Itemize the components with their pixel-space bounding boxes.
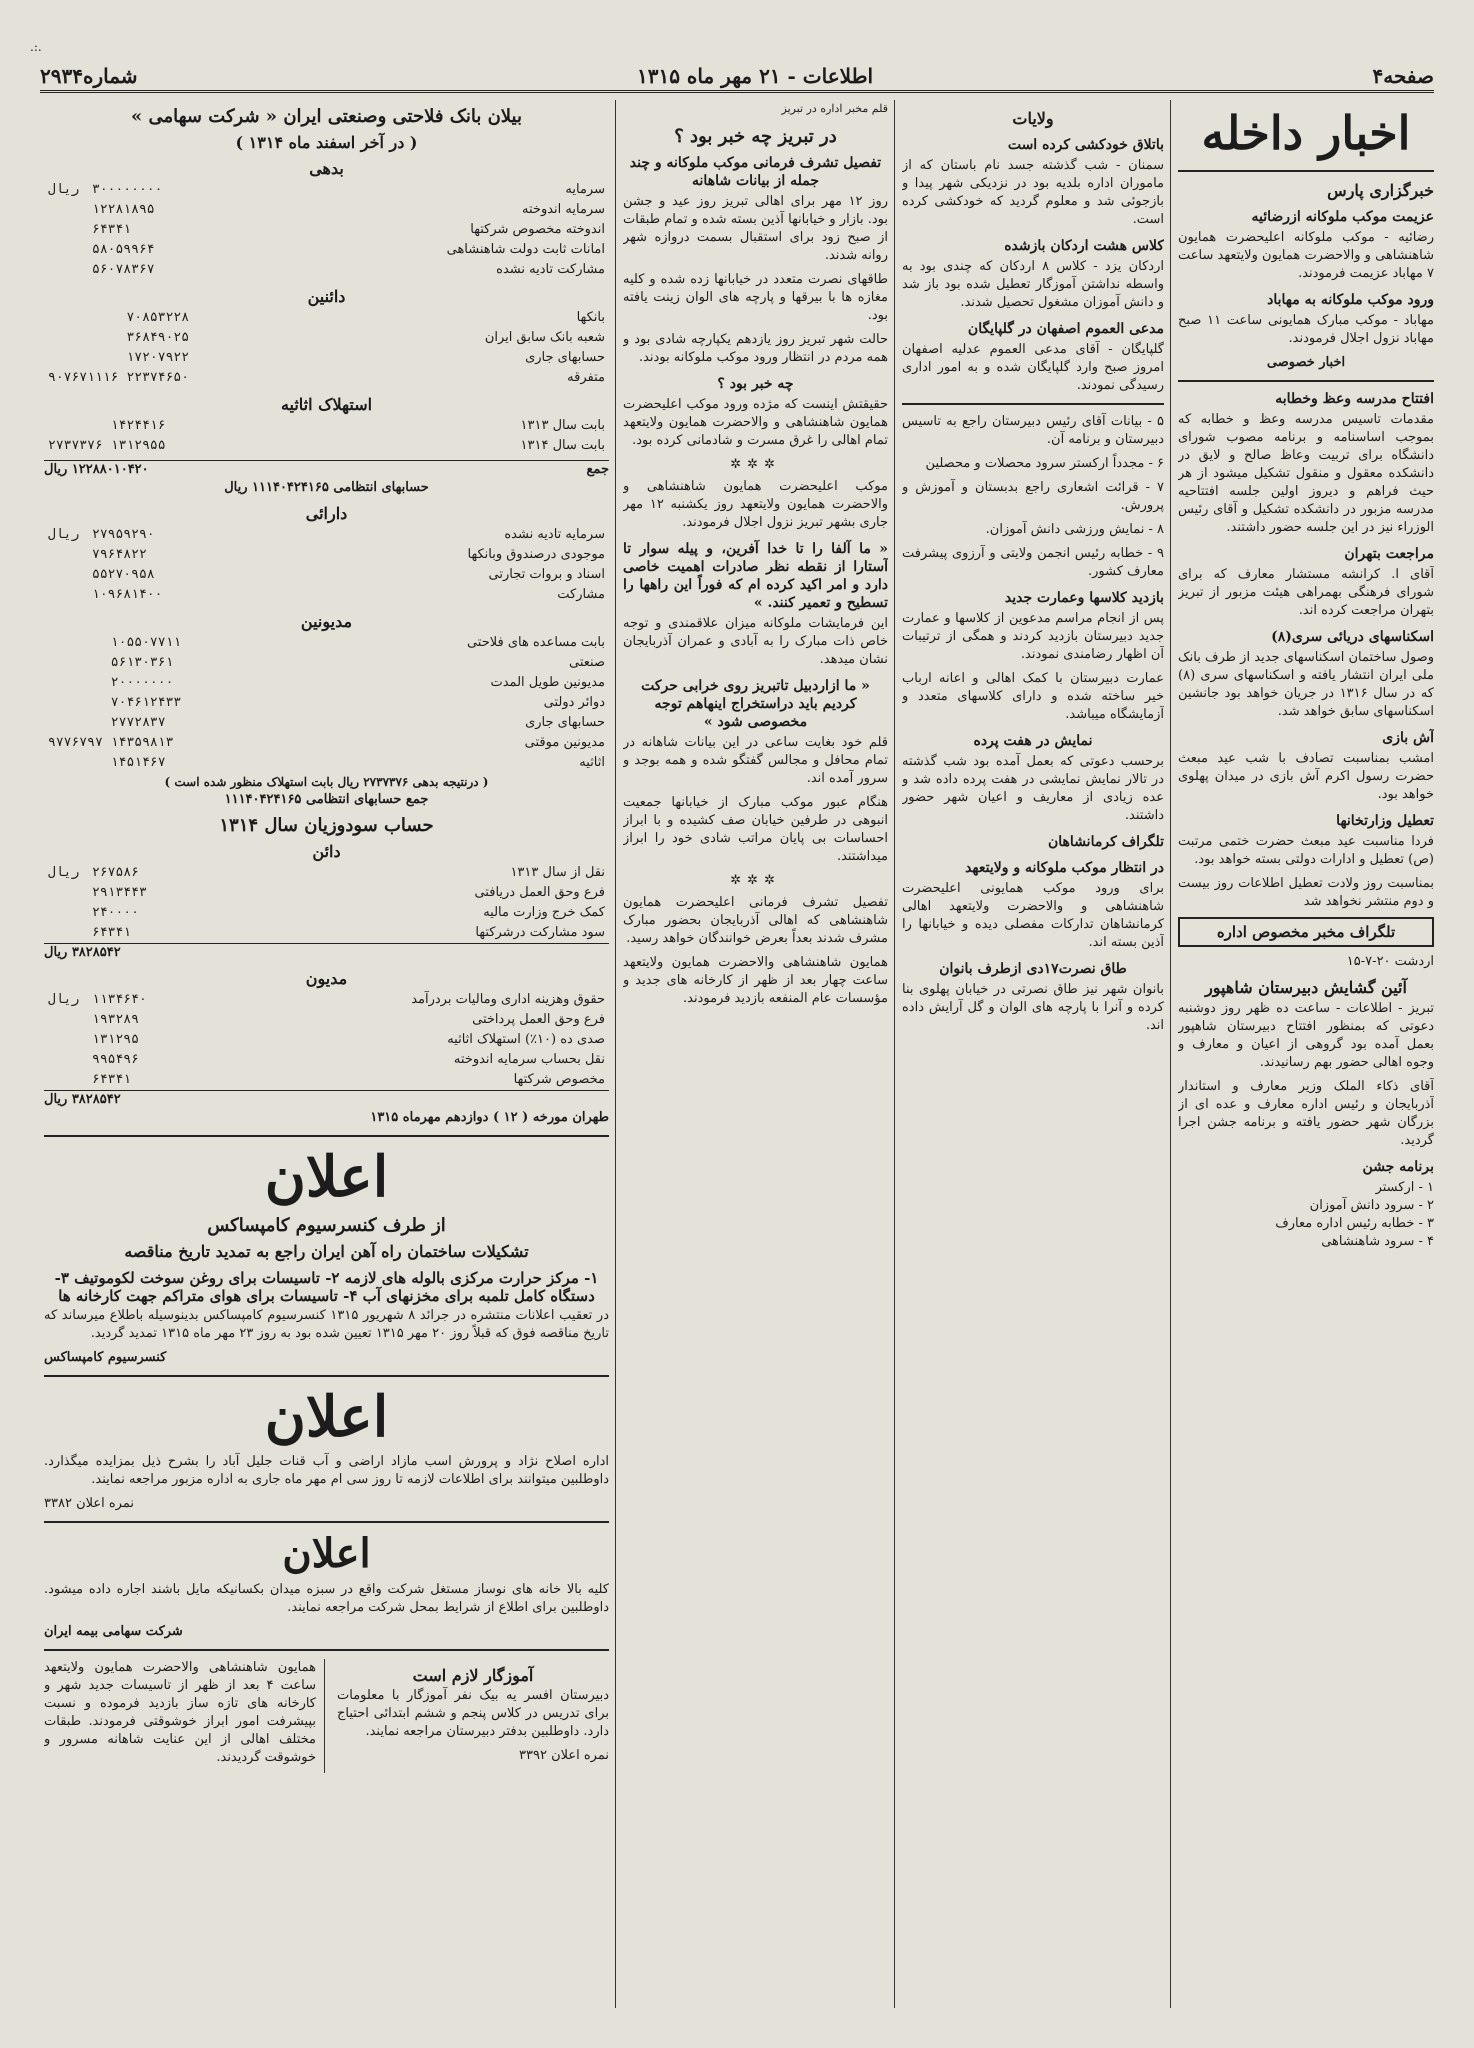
article-text: هنگام عبور موکب مبارک از خیابانها جمعیت انبوهی در طرفین خیابان صف کشیده و با ابراز احساسات بی پایان مراتب شادی خود را ابراز میداشتند. (623, 795, 888, 864)
divider (44, 1521, 609, 1523)
total-value: ۱۲۲۸۸۰۱۰۴۲۰ ریال (44, 462, 149, 477)
agency-title: خبرگزاری پارس (1327, 181, 1434, 200)
ad-signature: شرکت سهامی بیمه ایران (44, 1624, 183, 1639)
row-value: ۱۷۲۰۷۹۲۲ (126, 350, 190, 365)
divider (1178, 380, 1434, 382)
row-label: فرع وحق العمل دریافتی (474, 885, 605, 900)
table-row (44, 240, 609, 260)
pl-title: حساب سودوزیان سال ۱۳۱۴ (219, 815, 434, 836)
table-row (44, 863, 609, 883)
row-value: ۲۴۰۰۰۰ (92, 905, 139, 920)
headline: باتلاق خودکشی کرده است (1007, 137, 1164, 153)
divider (902, 403, 1164, 405)
article-text: فردا مناسبت عید مبعث حضرت ختمی مرتبت (ص) تعطیل و ادارات دولتی بسته خواهد بود. (1178, 834, 1434, 867)
total-value: ۳۸۲۸۵۴۲ ریال (44, 943, 609, 962)
ad-title: اعلان (264, 1384, 389, 1450)
ad-title: آموزگار لازم است (412, 1666, 534, 1685)
byline: قلم مخبر اداره در تبریز (781, 102, 888, 115)
row-label: سرمایه تادیه نشده (504, 527, 605, 542)
program-item: ۱ - ارکستر (1375, 1180, 1434, 1195)
article-text: سمنان - شب گذشته جسد نام باستان که از ماموران اداره بلدیه بود در نزدیکی شهر پیدا و بازجوئی شد و معلوم گردید که خودکشی کرده است. (902, 158, 1164, 227)
row-extra (44, 673, 107, 693)
ad-text: کلیه بالا خانه های نوساز مستغل شرکت واقع در سبزه میدان بکسانیکه مایل باشند اجاره داده میشود. داوطلبین برای اطلاع از شرایط بمحل شرکت مراجعه نمایند. (44, 1582, 609, 1615)
row-extra (44, 545, 88, 565)
teacher-ad (337, 1659, 609, 1773)
row-extra: ۹۷۷۶۷۹۷ (48, 735, 103, 750)
table-row (44, 585, 609, 605)
row-value: ۶۴۳۴۱ (92, 925, 132, 940)
row-label: سود مشارکت درشرکتها (475, 925, 605, 940)
row-label: شعبه بانک سابق ایران (484, 330, 605, 345)
row-extra (44, 348, 122, 368)
table-section-title: دائنین (307, 287, 346, 306)
article-text: ۷ - قرائت اشعاری راجع بدبستان و آموزش و پرورش. (902, 480, 1164, 513)
row-extra (44, 883, 88, 903)
headline: تعطیل وزارتخانها (1336, 813, 1434, 829)
total-value: جمع حسابهای انتظامی ۱۱۱۴۰۴۲۴۱۶۵ (224, 792, 429, 807)
row-value: ۶۴۳۴۱ (92, 1072, 132, 1087)
divider (44, 1375, 609, 1377)
row-extra (44, 1050, 88, 1070)
row-value: ۵۸۰۵۹۹۶۴ (92, 242, 155, 257)
ornament: ✲✲✲ (730, 457, 781, 472)
row-extra: ریال (48, 992, 80, 1007)
row-extra (44, 753, 107, 773)
row-value: ۵۶۰۷۸۳۶۷ (92, 262, 155, 277)
article-text: عمارت دبیرستان با کمک اهالی و اعانه ارباب خیر ساخته شده و دارای کلاسهای متعدد و آزمایشگاه میباشد. (902, 671, 1164, 722)
row-extra (44, 416, 107, 436)
table-row (44, 923, 609, 943)
row-extra: ۲۷۳۷۳۷۶ (48, 438, 103, 453)
dateline: اردشت ۲۰-۷-۱۵ (1346, 954, 1434, 969)
divider (44, 1649, 609, 1651)
article-text: تفصیل تشرف فرمانی اعلیحضرت همایون شاهنشاهی که اهالی آذربایجان بحضور مبارک مشرف شدند بعداً بعرض خوانندگان خواهد رسید. (623, 895, 888, 946)
program-item: ۴ - سرود شاهنشاهی (1321, 1234, 1434, 1249)
row-value: ۷۰۴۶۱۲۴۳۳ (110, 695, 182, 710)
pl-credit-table (44, 863, 609, 943)
row-label: بانکها (576, 310, 605, 325)
row-value: ۱۰۵۵۰۷۷۱۱ (110, 635, 182, 650)
ornament: ✲✲✲ (730, 873, 781, 888)
row-extra (44, 1030, 88, 1050)
row-label: حقوق وهزینه اداری ومالیات بردرآمد (411, 992, 605, 1007)
article-text: امشب بمناسبت تصادف با شب عید مبعث حضرت رسول اکرم آش بازی در میدان پهلوی خواهد بود. (1178, 751, 1434, 802)
row-value: ۲۰۰۰۰۰۰۰ (110, 675, 174, 690)
article-text: آقای ذکاء الملک وزیر معارف و استاندار آذربایجان و رئیس اداره معارف و عده ای از بزرگان شهر حضور یافته و برنامه جشن اجرا گردید. (1178, 1079, 1434, 1148)
row-value: ۱۳۱۲۹۵ (92, 1032, 139, 1047)
table-row (44, 1030, 609, 1050)
row-value: ۲۷۹۵۹۲۹۰ (92, 527, 155, 542)
table-row (44, 990, 609, 1010)
table-row (44, 903, 609, 923)
row-value: ۶۴۳۴۱ (92, 222, 132, 237)
row-label: صنعتی (569, 655, 605, 670)
table-row (44, 693, 609, 713)
row-extra (44, 713, 107, 733)
headline: در انتظار موکب ملوکانه و ولایتعهد (965, 860, 1164, 876)
issue-number: شماره۲۹۳۴ (40, 64, 138, 88)
row-label: اثاثیه (579, 755, 605, 770)
ad-subtitle: تشکیلات ساختمان راه آهن ایران راجع به تمدید تاریخ مناقصه (124, 1242, 529, 1261)
bank-footer: طهران مورخه ( ۱۲ ) دوازدهم مهرماه ۱۳۱۵ (370, 1110, 609, 1125)
row-label: بابت مساعده های فلاحتی (466, 635, 605, 650)
article-text: طاقهای نصرت متعدد در خیابانها زده شده و کلیه مغازه ها با بیرقها و پارچه های الوان زینت یافته بود. (623, 272, 888, 323)
article-text: ۶ - مجدداً ارکستر سرود محصلات و محصلین (925, 456, 1164, 471)
row-extra: ریال (48, 865, 80, 880)
article-text: همایون شاهنشاهی والاحضرت همایون ولایتعهد ساعت ۴ بعد از ظهر از تاسیسات جدید شهر و کارخانه های تازه ساز بازدید فرموده و نسبت بپیشرفت امور ابراز خوشوقتی فرمودند. طبقات مختلف اهالی از این عنایت شاهانه مسرور و خوشوقت گردیدند. (44, 1660, 316, 1765)
column-provinces (902, 100, 1164, 2008)
table-row (44, 436, 609, 456)
table-section-title: بدهی (309, 159, 344, 178)
table-row (44, 545, 609, 565)
row-extra (44, 1070, 88, 1090)
row-label: مشارکت تادیه نشده (496, 262, 605, 277)
row-label: نقل از سال ۱۳۱۳ (510, 865, 605, 880)
column-rule (1170, 100, 1171, 2008)
creditors-table (44, 308, 609, 388)
headline: اسکناسهای دریائی سری(۸) (1271, 629, 1434, 645)
table-row (44, 733, 609, 753)
ad-signature: کنسرسیوم کامپساکس (44, 1350, 167, 1365)
row-extra (44, 923, 88, 943)
table-row (44, 368, 609, 388)
ad-title: اعلان (282, 1530, 371, 1577)
table-row (44, 713, 609, 733)
headline: افتتاح مدرسه وعظ وخطابه (1275, 391, 1434, 407)
row-extra (44, 240, 88, 260)
row-value: ۱۹۳۲۸۹ (92, 1012, 139, 1027)
row-label: مدیونین طویل المدت (490, 675, 605, 690)
table-row (44, 416, 609, 436)
ad-text: دبیرستان افسر یه بیک نفر آموزگار با معلومات برای تدریس در کلاس پنجم و ششم ابتدائی احتیاج دارد. داوطلبین بدفتر دبیرستان مراجعه نمایند. (337, 1688, 609, 1739)
row-label: بابت سال ۱۳۱۳ (520, 418, 605, 433)
row-extra (44, 220, 88, 240)
headline: آش بازی (1382, 730, 1434, 746)
table-row (44, 180, 609, 200)
article-text: مقدمات تاسیس مدرسه وعظ و خطابه که بموجب اساسنامه و برنامه مصوب شورای دانشگاه برای تربیت وعاظ صالح و لایق در دانشکده معقول و منقول تشکیل میشود از هر حیث فراهم و دیروز اولین جلسه افتتاحیه مدرسه مزبور در دانشکده تشکیل و آقای رئیس الوزراء نیز در این جلسه حضور داشتند. (1178, 412, 1434, 535)
article-text: قلم خود بغایت ساعی در این بیانات شاهانه در تمام محافل و مجالس گفتگو شده و همه بوجد و سرور آمده اند. (623, 735, 888, 786)
row-value: ۱۴۲۴۴۱۶ (110, 418, 166, 433)
article-text: بانوان شهر نیز طاق نصرتی در خیابان پهلوی بنا کرده و آنرا با پارچه های الوان و گل آرایش داده اند. (902, 982, 1164, 1033)
debts-table (44, 180, 609, 280)
total-row (44, 460, 609, 479)
headline: طاق نصرت۱۷دی ازطرف بانوان (939, 961, 1127, 977)
article-text: ۹ - خطابه رئیس انجمن ولایتی و آرزوی پیشرفت معارف کشور. (902, 546, 1164, 579)
table-section-title: استهلاک اثاثیه (280, 395, 373, 414)
article-text: گلپایگان - آقای مدعی العموم عدلیه اصفهان امروز صبح وارد گلپایگان شده و به امور اداری رسیدگی نمودند. (902, 342, 1164, 393)
divider (1178, 170, 1434, 172)
page-number: صفحه۴ (1372, 64, 1434, 88)
row-extra: ۹۰۷۶۷۱۱۱۶ (48, 370, 119, 385)
table-row (44, 200, 609, 220)
paper-date: اطلاعات - ۲۱ مهر ماه ۱۳۱۵ (636, 64, 874, 88)
table-row (44, 673, 609, 693)
row-label: سرمایه (565, 182, 605, 197)
pl-debit-table (44, 990, 609, 1090)
article-text: ۸ - نمایش ورزشی دانش آموزان. (985, 522, 1164, 537)
row-value: ۳۶۸۴۹۰۲۵ (126, 330, 190, 345)
row-value: ۱۲۲۸۱۸۹۵ (92, 202, 155, 217)
row-label: اندوخته مخصوص شرکتها (470, 222, 605, 237)
row-extra (44, 565, 88, 585)
table-row (44, 328, 609, 348)
row-value: ۳۰۰۰۰۰۰۰۰ (92, 182, 163, 197)
ad-number: نمره اعلان ۳۳۹۲ (519, 1748, 609, 1763)
table-row (44, 633, 609, 653)
column-domestic-news (1178, 100, 1434, 2008)
article-text: موکب اعلیحضرت همایون شاهنشاهی و والاحضرت همایون ولایتعهد روز یکشنبه ۱۲ مهر جاری بشهر تبریز نزول اجلال فرمودند. (623, 479, 888, 530)
row-label: صدی ده (۱۰٪) استهلاک اثاثیه (447, 1032, 605, 1047)
row-label: حسابهای جاری (525, 350, 605, 365)
row-extra (44, 903, 88, 923)
row-value: ۱۳۱۲۹۵۵ (110, 438, 166, 453)
bank-subtitle: ( در آخر اسفند ماه ۱۳۱۴ ) (235, 133, 418, 152)
news-continuation (44, 1659, 325, 1773)
row-label: سرمایه اندوخته (522, 202, 605, 217)
row-value: ۱۴۵۱۴۶۷ (110, 755, 166, 770)
royal-quote: « ما آلفا را تا خدا آفرین، و پیله سوار تا آستارا از نقطه نظر صادرات اهمیت خاصی دارد و امر اکید کرده ام که فوراً این راهها را تسطیح و تعمیر کنند. » (623, 541, 888, 611)
debtors-table (44, 633, 609, 773)
row-value: ۷۹۶۴۸۲۲ (92, 547, 147, 562)
table-row (44, 348, 609, 368)
headline: نمایش در هفت پرده (973, 733, 1093, 749)
row-label: اسناد و بروات تجارتی (488, 567, 605, 582)
row-extra (44, 200, 88, 220)
row-label: فرع وحق العمل پرداختی (472, 1012, 605, 1027)
column-rule (615, 100, 616, 2008)
table-row (44, 653, 609, 673)
total-label: جمع (586, 462, 609, 477)
ad-text: در تعقیب اعلانات منتشره در جرائد ۸ شهریور ۱۳۱۵ کنسرسیوم کامپساکس بدینوسیله باطلاع میرساند که تاریخ مناقصه فوق که قبلاً روز ۲۰ مهر ۱۳۱۵ تعیین شده بود به روز ۲۳ مهر ماه ۱۳۱۵ تمدید گردید. (44, 1308, 609, 1341)
subheadline: تفصیل تشرف فرمانی موکب ملوکانه و چند جمله از بیانات شاهانه (629, 155, 882, 189)
row-value: ۱۴۳۵۹۸۱۳ (110, 735, 174, 750)
row-extra (44, 585, 88, 605)
article-text: همایون شاهنشاهی والاحضرت همایون ولایتعهد ساعت چهار بعد از ظهر از کارخانه های جدید و مؤسسات عام المنفعه بازدید فرمودند. (623, 955, 888, 1006)
assets-table (44, 525, 609, 605)
page-header (40, 62, 1434, 93)
row-label: کمک خرج وزارت مالیه (483, 905, 605, 920)
table-section-title: مدیون (305, 969, 348, 988)
row-extra (44, 328, 122, 348)
article-text: برحسب دعوتی که بعمل آمده بود شب گذشته در تالار نمایش نمایشی در هفت پرده داده شد و عده زیادی از معاریف و اعیان شهر حضور داشتند. (902, 754, 1164, 823)
article-text: اردکان یزد - کلاس ۸ اردکان که چندی بود به واسطه نداشتن آموزگار تعطیل شده بود باز شد و دانش آموزان مشغول تحصیل شدند. (902, 259, 1164, 310)
row-label: مدیونین موقتی (524, 735, 605, 750)
program-item: ۳ - خطابه رئیس اداره معارف (1275, 1216, 1434, 1231)
article-text: مهاباد - موکب مبارک همایونی ساعت ۱۱ صبح مهاباد نزول اجلال فرمودند. (1178, 313, 1434, 346)
headline: مراجعت بتهران (1344, 546, 1434, 562)
row-extra (44, 260, 88, 280)
article-text: پس از انجام مراسم مدعوین از کلاسها و عمارت جدید دبیرستان بازدید کردند و همگی از ترتیبات آن اظهار رضامندی نمودند. (902, 611, 1164, 662)
regulatory-accounts: حسابهای انتظامی ۱۱۱۴۰۴۲۴۱۶۵ ریال (224, 480, 429, 495)
divider (44, 1135, 609, 1137)
row-label: متفرقه (567, 370, 605, 385)
bank-title: بیلان بانک فلاحتی وصنعتی ایران « شرکت سهامی » (130, 106, 522, 127)
table-row (44, 525, 609, 545)
headline: کلاس هشت اردکان بازشده (1004, 238, 1164, 254)
column-rule (894, 100, 895, 2008)
row-value: ۵۵۲۷۰۹۵۸ (92, 567, 155, 582)
row-label: نقل بحساب سرمایه اندوخته (453, 1052, 605, 1067)
row-extra (44, 1010, 88, 1030)
table-section-title: مدیونین (300, 612, 353, 631)
table-row (44, 1050, 609, 1070)
row-extra (44, 633, 107, 653)
row-value: ۷۰۸۵۳۲۲۸ (126, 310, 190, 325)
headline: مدعی العموم اصفهان در گلپایگان (967, 321, 1164, 337)
row-label: بابت سال ۱۳۱۴ (520, 438, 605, 453)
article-text: برای ورود موکب همایونی اعلیحضرت شاهنشاهی و والاحضرت ولایتعهد اهالی کرمانشاهان تدارکات مفصلی دیده و خیابانها را آذین بسته اند. (902, 881, 1164, 950)
table-row (44, 260, 609, 280)
table-row (44, 565, 609, 585)
headline: برنامه جشن (1362, 1159, 1434, 1175)
program-item: ۲ - سرود دانش آموزان (1309, 1198, 1434, 1213)
article-text: رضائیه - موکب ملوکانه اعلیحضرت همایون شاهنشاهی و والاحضرت همایون ولایتعهد ساعت ۷ مهاباد عزیمت فرمودند. (1178, 230, 1434, 281)
table-section-title: دارائی (305, 504, 348, 523)
ad-from: از طرف کنسرسیوم کامپساکس (207, 1215, 446, 1236)
row-extra (44, 308, 122, 328)
row-label: حسابهای جاری (525, 715, 605, 730)
ad-text: اداره اصلاح نژاد و پرورش اسب مازاد اراضی و آب قنات جلیل آباد را بشرح ذیل بمزایده میگذارد. داوطلبین میتوانند برای اطلاعات لازمه تا روز سی ام مهر ماه جاری به اداره مزبور مراجعه نمایند. (44, 1454, 609, 1487)
section-title: اخبار داخله (1201, 106, 1411, 160)
table-row (44, 220, 609, 240)
article-text: بمناسبت روز ولادت تعطیل اطلاعات روز بیست و دوم منتشر نخواهد شد (1178, 876, 1434, 909)
headline: بازدید کلاسها وعمارت جدید (1004, 590, 1164, 606)
row-extra: ریال (48, 527, 80, 542)
ad-title: اعلان (264, 1144, 389, 1210)
total-value: ۳۸۲۸۵۴۲ ریال (44, 1090, 609, 1109)
article-text: حالت شهر تبریز روز یازدهم یکپارچه شادی بود و همه مردم در انتظار ورود موکب ملوکانه بودند. (623, 332, 888, 365)
column-tabriz (623, 100, 888, 2008)
article-text: روز ۱۲ مهر برای اهالی تبریز روز عید و جشن بود. بازار و خیابانها آذین بسته شده و تمام طبقات از صبح زود برای استقبال بسمت دروازه شهر روانه شدند. (623, 194, 888, 263)
ad-items: ۱- مرکز حرارت مرکزی بالوله های لازمه ۲- تاسیسات برای روغن سوخت لکوموتیف ۳- دستگاه کامل تلمبه برای مخزنهای آب ۴- تاسیسات برای هوای متراکم جهت کارخانه ها (54, 1269, 599, 1305)
column-bank-and-ads (44, 100, 609, 2008)
table-row (44, 883, 609, 903)
row-label: دوائر دولتی (543, 695, 605, 710)
headline: ورود موکب ملوکانه به مهاباد (1267, 292, 1434, 308)
row-label: امانات ثابت دولت شاهنشاهی (446, 242, 605, 257)
row-label: مخصوص شرکتها (513, 1072, 605, 1087)
table-section-title: دائن (312, 842, 341, 861)
row-value: ۲۲۳۷۴۶۵۰ (126, 370, 190, 385)
row-value: ۱۰۹۶۸۱۴۰۰ (92, 587, 163, 602)
article-text: این فرمایشات ملوکانه میزان علاقمندی و توجه خاص ذات مبارک را به آبادی و عمران آذربایجان نشان میدهد. (623, 616, 888, 667)
bottom-ads (44, 1659, 609, 1773)
table-row (44, 308, 609, 328)
article-text: ۵ - بیانات آقای رئیس دبیرستان راجع به تاسیس دبیرستان و برنامه آن. (902, 414, 1164, 447)
row-value: ۲۷۷۲۸۳۷ (110, 715, 166, 730)
table-row (44, 753, 609, 773)
ad-number: نمره اعلان ۳۳۸۲ (44, 1496, 134, 1511)
special-news-label: اخبار خصوصی (1266, 355, 1346, 370)
bank-note: ( درنتیجه بدهی ۲۷۳۷۳۷۶ ریال بابت استهلاک منظور شده است ) (164, 775, 489, 789)
article-text: حقیقتش اینست که مژده ورود موکب اعلیحضرت همایون شاهنشاهی و والاحضرت همایون ولایتعهد تمام اهالی را غرق مسرت و شادمانی کرده بود. (623, 397, 888, 448)
headline: عزیمت موکب ملوکانه ازرضائیه (1251, 209, 1434, 225)
headline: تلگراف کرمانشاهان (1048, 834, 1164, 850)
table-row (44, 1070, 609, 1090)
row-label: موجودی درصندوق وبانکها (467, 547, 605, 562)
table-row (44, 1010, 609, 1030)
headline: چه خبر بود ؟ (717, 376, 794, 392)
telegraph-header: تلگراف مخبر مخصوص اداره (1178, 917, 1434, 947)
article-text: آقای ا. کرانشه مستشار معارف که برای شورای فرهنگی بهمراهی هیئت مزبور از تبریز بتهران مراجعت کرده اند. (1178, 567, 1434, 618)
row-value: ۲۶۷۵۸۶ (92, 865, 139, 880)
article-text: وصول ساختمان اسکناسهای جدید از طرف بانک ملی ایران انتشار یافته و اسکناسهای سری (۸) که در سال ۱۳۱۶ در جریان خواهد بود جانشین اسکناسهای سابق خواهد شد. (1178, 650, 1434, 719)
row-value: ۹۹۵۴۹۶ (92, 1052, 139, 1067)
headline: « ما ازاردبیل تاتبریز روی خرابی حرکت کردیم باید دراستخراج اینهاهم توجه مخصوصی شود » (641, 678, 870, 730)
row-extra: ریال (48, 182, 80, 197)
row-label: مشارکت (557, 587, 605, 602)
depreciation-table (44, 416, 609, 456)
article-text: تبریز - اطلاعات - ساعت ده ظهر روز دوشنبه دعوتی که بمنظور افتتاح دبیرستان شاهپور بعمل آمده بود گروهی از اعیان و معارف و وجوه اهالی حضور بهم رسانیدند. (1178, 1001, 1434, 1070)
row-value: ۵۶۱۳۰۳۶۱ (110, 655, 174, 670)
row-value: ۱۱۳۴۶۴۰ (92, 992, 147, 1007)
headline: آئین گشایش دبیرستان شاهپور (1205, 978, 1407, 997)
row-value: ۲۹۱۳۴۴۳ (92, 885, 147, 900)
row-extra (44, 653, 107, 673)
page-corner-mark: .:. (30, 40, 42, 54)
headline: در تبریز چه خبر بود ؟ (674, 126, 837, 147)
section-subtitle: ولایات (1012, 109, 1054, 128)
row-extra (44, 693, 107, 713)
